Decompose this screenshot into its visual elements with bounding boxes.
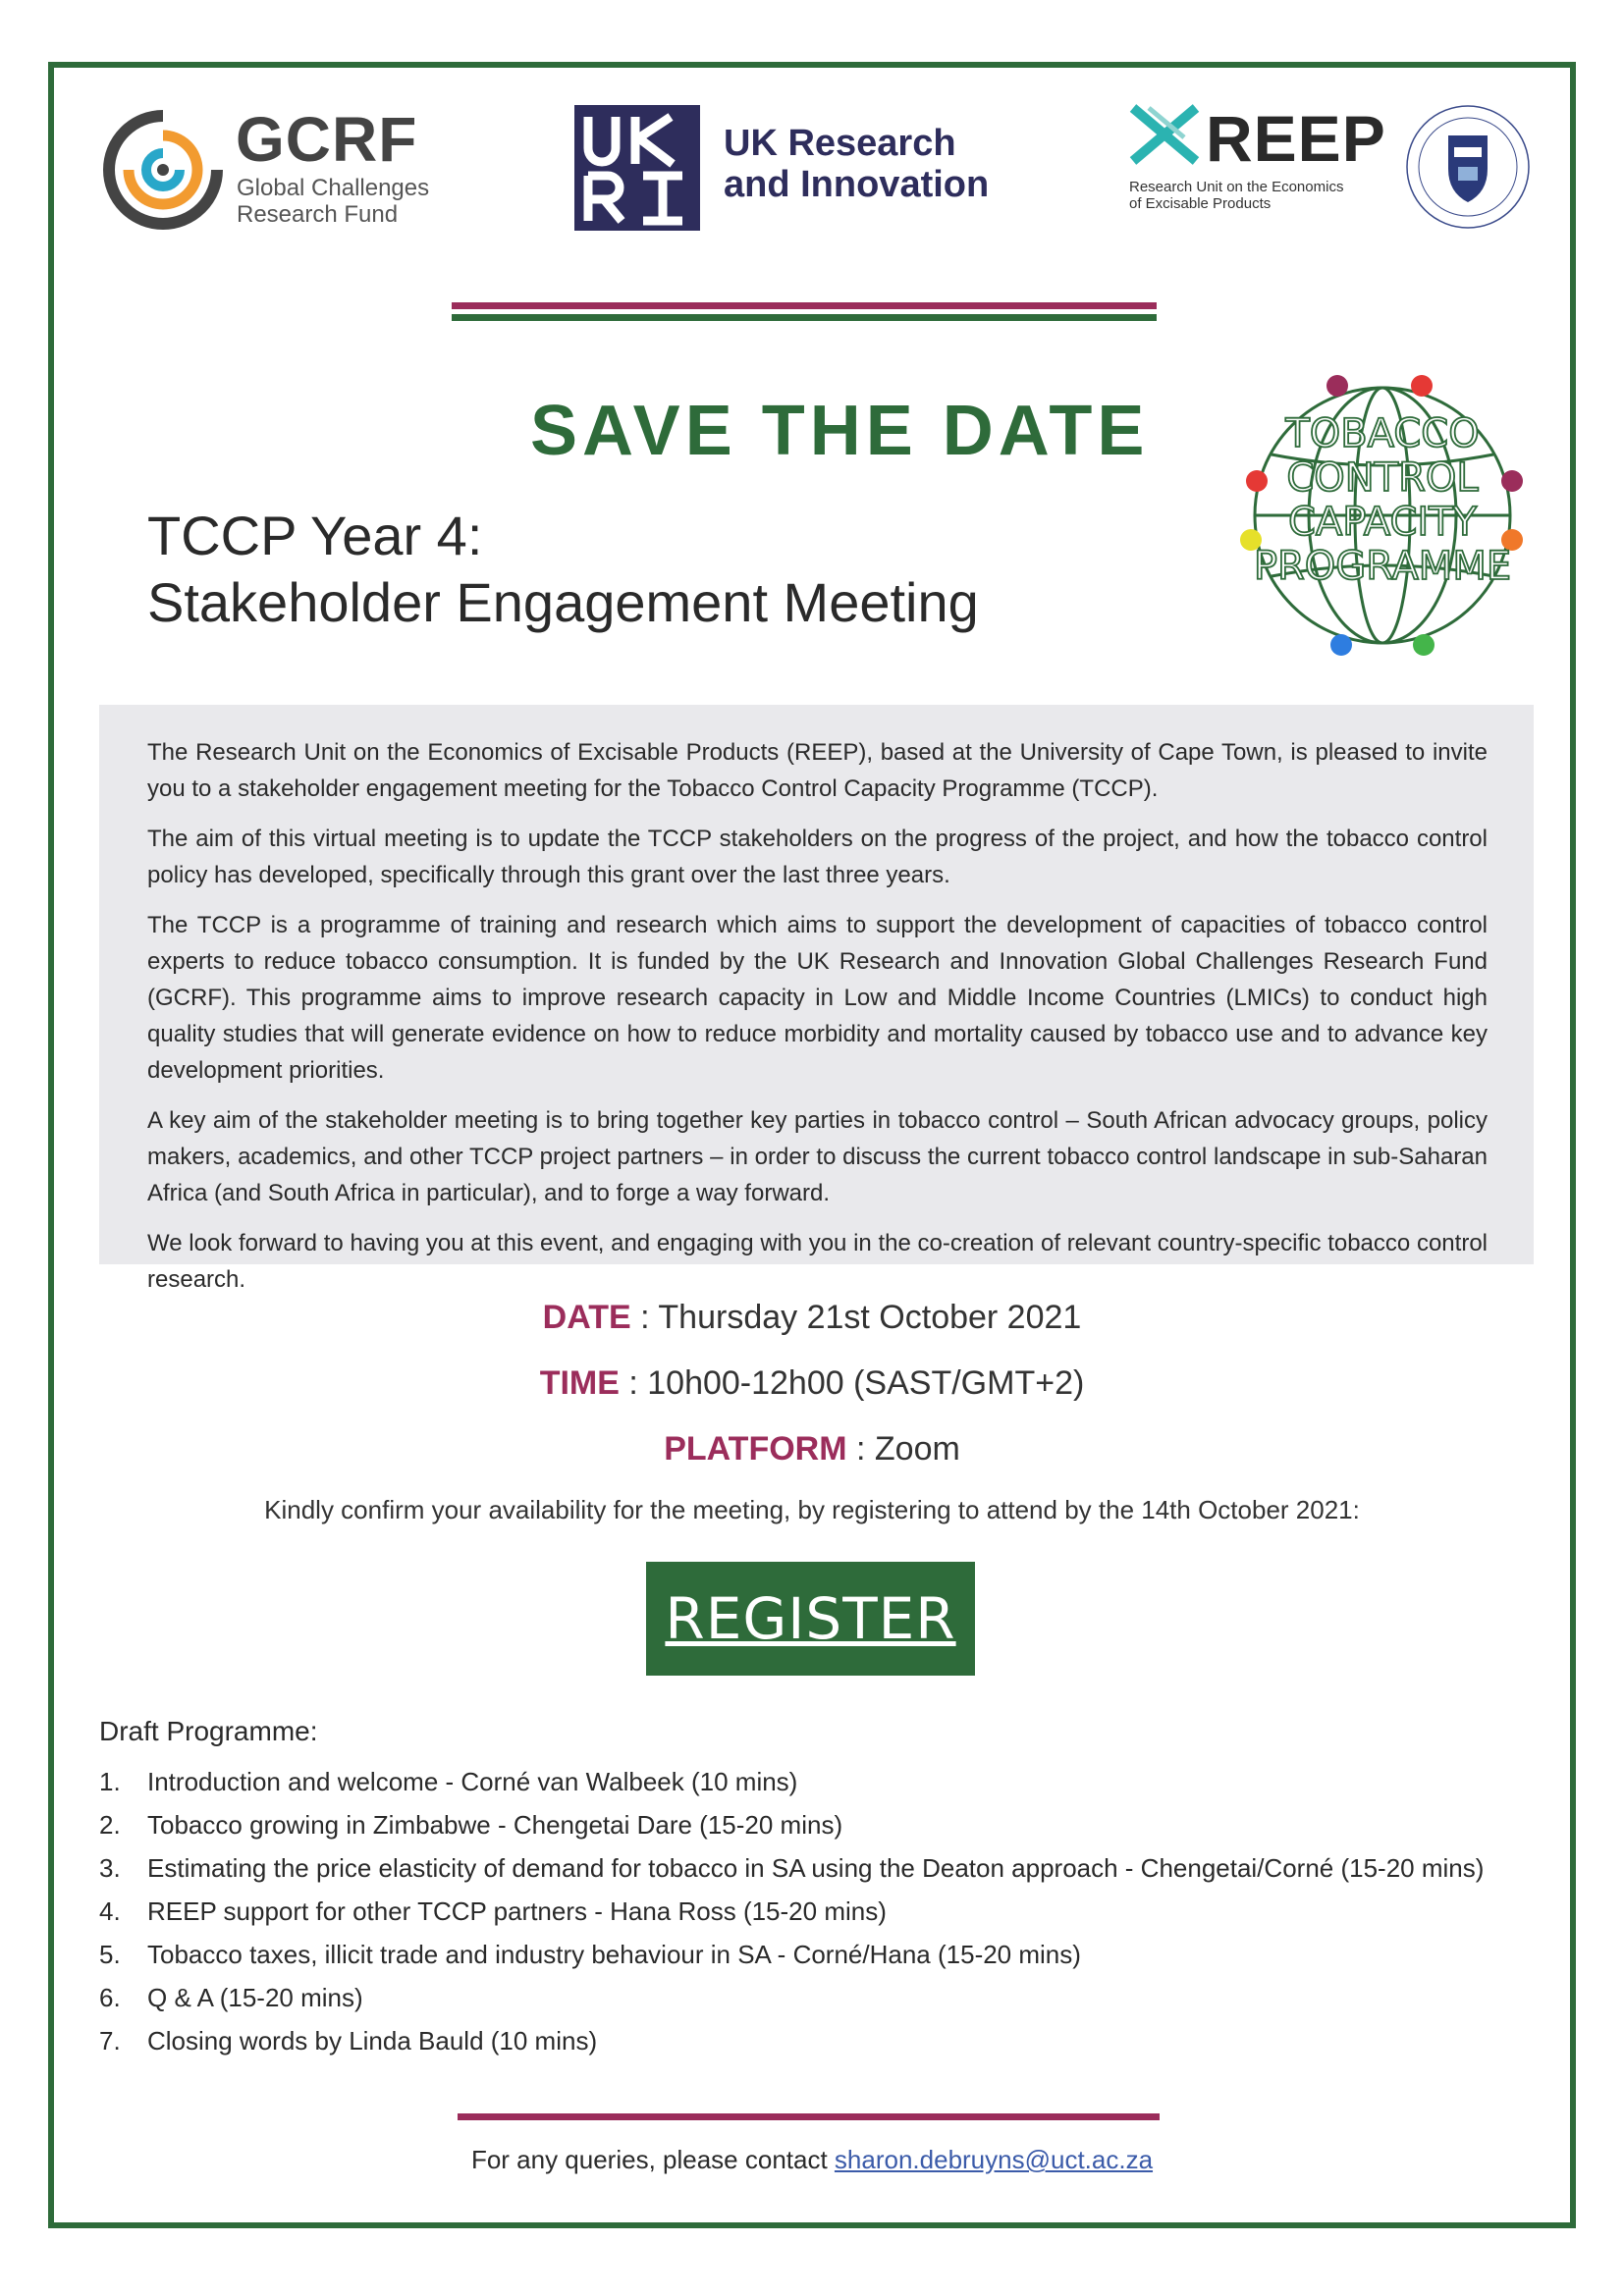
confirm-text: Kindly confirm your availability for the meeting, by registering to attend by the 14th October 2021: [264, 1495, 1360, 1524]
gcrf-subtitle-line2: Research Fund [237, 201, 399, 228]
programme-item-text: Estimating the price elasticity of demand for tobacco in SA using the Deaton approach - Chengetai/Corné (15-20 mins) [147, 1853, 1485, 1883]
ukri-name-line1: UK Research [724, 123, 956, 164]
programme-item-text: Tobacco taxes, illicit trade and industry behaviour in SA - Corné/Hana (15-20 mins) [147, 1940, 1081, 1969]
top-divider-green [452, 314, 1157, 321]
intro-paragraph-2: The aim of this virtual meeting is to update the TCCP stakeholders on the progress of the project, and how the tobacco control policy has developed, specifically through this grant over the last three years. [147, 826, 1488, 888]
contact-email-link[interactable]: sharon.debruyns@uct.ac.za [834, 2145, 1154, 2174]
date-value: : Thursday 21st October 2021 [630, 1299, 1082, 1336]
tccp-logo-line3: CAPACITY [1287, 500, 1478, 545]
programme-item-text: REEP support for other TCCP partners - Hana Ross (15-20 mins) [147, 1896, 887, 1926]
event-title [147, 503, 1129, 636]
reep-subtitle [1129, 179, 1404, 212]
queries-text: For any queries, please contact [470, 2145, 835, 2174]
ukri-name [724, 123, 1038, 205]
reep-subtitle-line2: of Excisable Products [1129, 195, 1272, 212]
save-the-date-heading: SAVE THE DATE [530, 392, 1150, 470]
gcrf-subtitle [237, 175, 472, 228]
programme-item-number: 3. [99, 1853, 121, 1883]
programme-list [99, 1760, 1493, 2062]
gcrf-title: GCRF [236, 104, 418, 175]
tccp-logo-line2: CONTROL [1286, 455, 1479, 501]
programme-item-number: 2. [99, 1810, 121, 1840]
reep-title: REEP [1206, 102, 1386, 175]
gcrf-logo-icon [103, 110, 223, 230]
programme-item [99, 1846, 1493, 1890]
programme-item-text: Introduction and welcome - Corné van Walbeek (10 mins) [147, 1767, 798, 1796]
intro-text [147, 734, 1488, 1311]
platform-line [0, 1430, 1624, 1468]
intro-paragraph-5: We look forward to having you at this event, and engaging with you in the co-creation of relevant country-specific tobacco control research. [147, 1230, 1488, 1293]
intro-paragraph-3: The TCCP is a programme of training and research which aims to support the development of capacities of tobacco control experts to reduce tobacco consumption. It is funded by the UK Research and Innovation Global Challenges Research Fund (GCRF). This programme aims to improve research capacity in Low and Middle Income Countries (LMICs) to conduct high quality studies that will generate evidence on how to reduce morbidity and mortality caused by tobacco use and to advance key development priorities. [147, 912, 1488, 1084]
programme-item-text: Tobacco growing in Zimbabwe - Chengetai Dare (15-20 mins) [147, 1810, 843, 1840]
programme-item [99, 1803, 1493, 1846]
programme-item-text: Q & A (15-20 mins) [147, 1983, 363, 2012]
date-line [0, 1299, 1624, 1337]
ukri-name-line2: and Innovation [724, 164, 990, 205]
time-label: TIME [539, 1364, 620, 1402]
programme-item-text: Closing words by Linda Bauld (10 mins) [147, 2026, 598, 2056]
bottom-divider [458, 2113, 1160, 2120]
tccp-globe-logo-icon [1227, 368, 1542, 663]
programme-item-number: 7. [99, 2026, 121, 2056]
platform-value: : Zoom [846, 1430, 960, 1468]
programme-item-number: 5. [99, 1940, 121, 1969]
intro-paragraph-4: A key aim of the stakeholder meeting is to bring together key parties in tobacco control – South African advocacy groups, policy makers, academics, and other TCCP project partners – in order to discuss the current tobacco control landscape in sub-Saharan Africa (and South Africa in particular), and to forge a way forward. [147, 1107, 1488, 1206]
programme-item [99, 1933, 1493, 1976]
platform-label: PLATFORM [664, 1430, 847, 1468]
register-button[interactable]: REGISTER [646, 1562, 975, 1676]
gcrf-subtitle-line1: Global Challenges [237, 175, 430, 201]
programme-item-number: 4. [99, 1896, 121, 1926]
programme-item [99, 1976, 1493, 2019]
programme-item [99, 1760, 1493, 1803]
programme-item [99, 2019, 1493, 2062]
programme-item [99, 1890, 1493, 1933]
reep-x-icon [1129, 104, 1200, 165]
programme-item-number: 6. [99, 1983, 121, 2012]
date-label: DATE [542, 1299, 631, 1336]
top-divider-maroon [452, 302, 1157, 309]
uct-seal-icon [1399, 98, 1537, 236]
tccp-logo-line1: TOBACCO [1285, 411, 1480, 456]
tccp-logo-line4: PROGRAMME [1253, 544, 1512, 589]
time-value: : 10h00-12h00 (SAST/GMT+2) [619, 1364, 1085, 1402]
event-title-line2: Stakeholder Engagement Meeting [147, 571, 979, 633]
intro-paragraph-1: The Research Unit on the Economics of Excisable Products (REEP), based at the University of Cape Town, is pleased to invite you to a stakeholder engagement meeting for the Tobacco Control Capacity Programme (TCCP). [147, 739, 1488, 802]
programme-title: Draft Programme: [99, 1716, 318, 1746]
queries-line [0, 2145, 1624, 2175]
time-line [0, 1364, 1624, 1403]
ukri-logo-icon [574, 105, 700, 231]
reep-subtitle-line1: Research Unit on the Economics [1129, 179, 1344, 195]
event-title-line1: TCCP Year 4: [147, 505, 483, 566]
programme-item-number: 1. [99, 1767, 121, 1796]
